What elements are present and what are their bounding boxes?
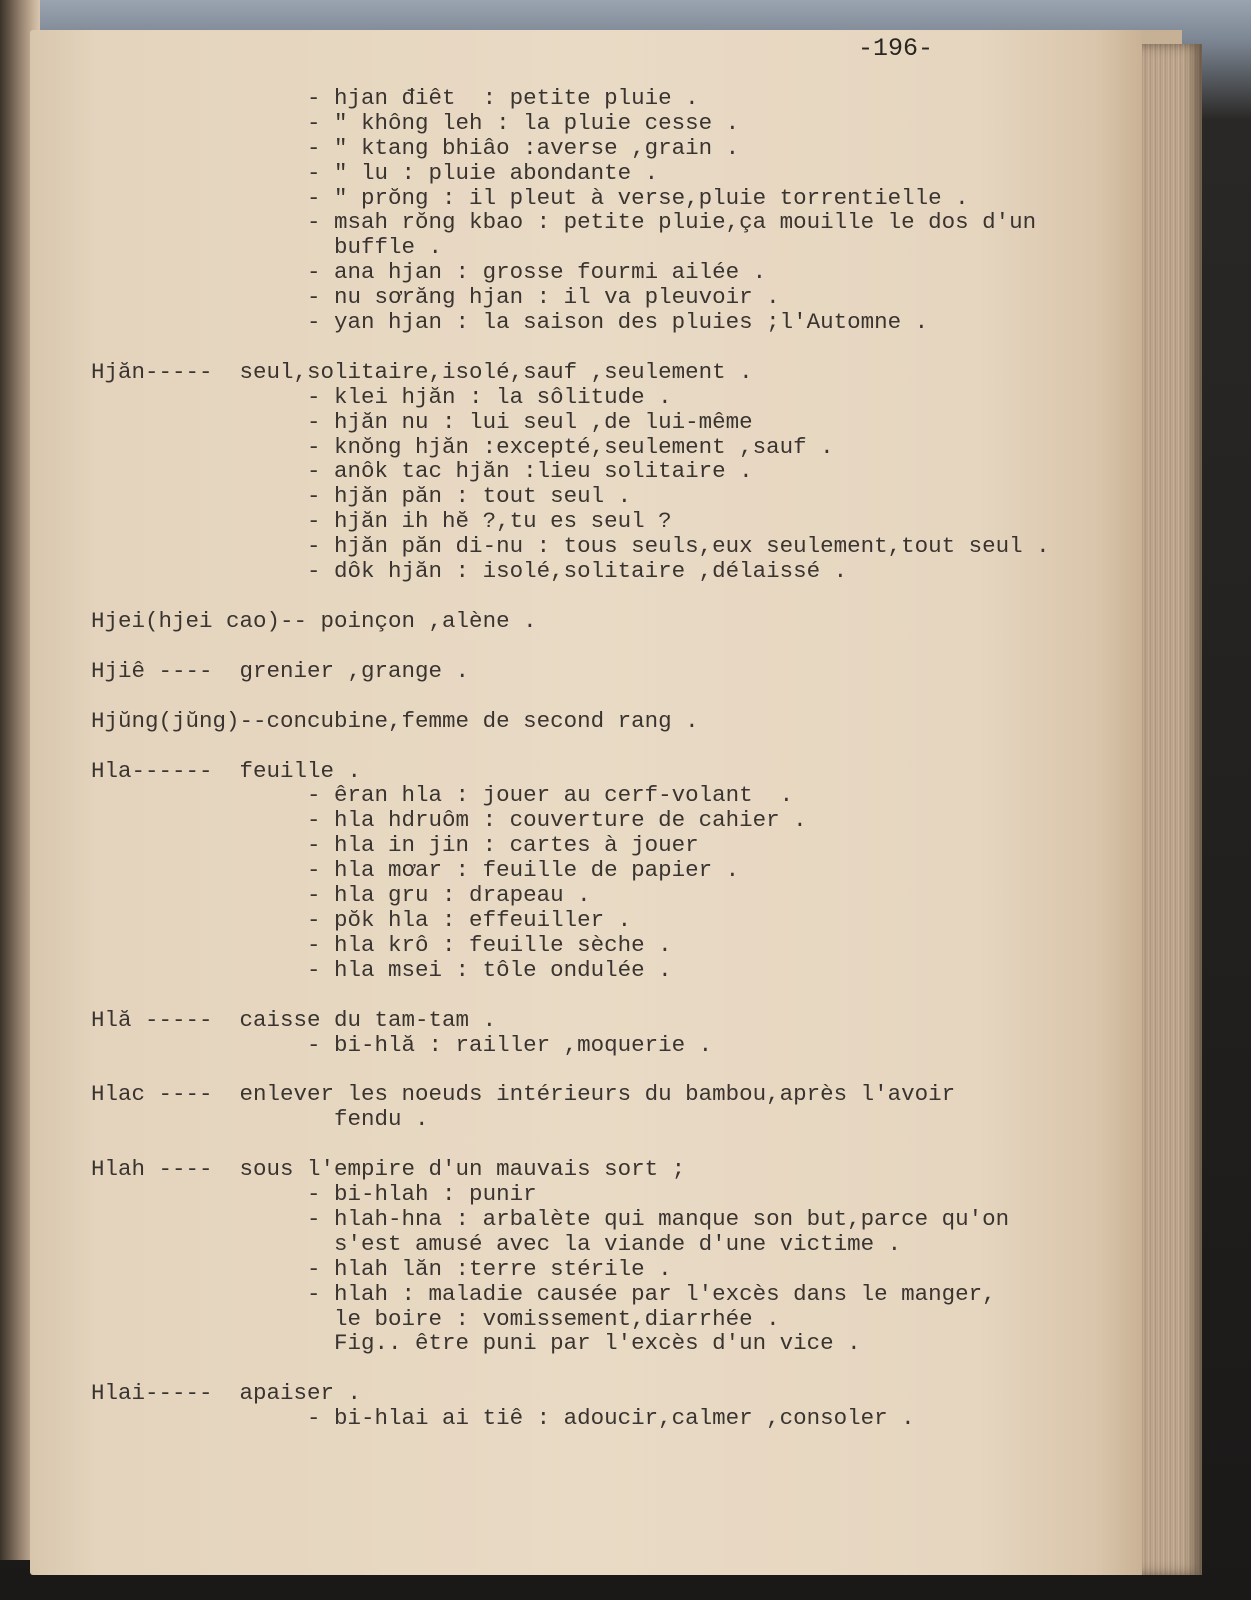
entry-line: - " lu : pluie abondante .: [91, 159, 659, 186]
entry-line: - hjăn ih hĕ ?,tu es seul ?: [91, 508, 672, 535]
entry-line: - dôk hjăn : isolé,solitaire ,délaissé .: [91, 558, 848, 585]
entry-line: - " prŏng : il pleut à verse,pluie torrentielle .: [91, 184, 969, 211]
entry-headword-line: Hlah ---- sous l'empire d'un mauvais sort ;: [91, 1156, 686, 1183]
entry-hla: [91, 759, 1031, 983]
entry-hjan-continued: [91, 85, 1037, 336]
entry-headword-line: Hjŭng(jŭng)--concubine,femme de second rang .: [91, 707, 699, 734]
entry-gap: [91, 684, 1031, 709]
entry-line: - hla in jin : cartes à jouer: [91, 832, 699, 859]
dictionary-text: [91, 85, 1050, 1432]
entry-line: - hlah lăn :terre stérile .: [91, 1255, 672, 1282]
entry-line: - hla krô : feuille sèche .: [91, 931, 672, 958]
entry-line: - knŏng hjăn :excepté,seulement ,sauf .: [91, 433, 834, 460]
entry-line: - bi-hlai ai tiê : adoucir,calmer ,consoler .: [91, 1405, 915, 1432]
entry-line: - ana hjan : grosse fourmi ailée .: [91, 259, 767, 286]
entry-line: - anôk tac hjăn :lieu solitaire .: [91, 458, 753, 485]
entry-headword-line: Hjei(hjei cao)-- poinçon ,alène .: [91, 607, 537, 634]
entry-hlac: [91, 1082, 1031, 1132]
entry-gap: [91, 1057, 1031, 1082]
entry-line: - hlah-hna : arbalète qui manque son but,parce qu'on: [91, 1205, 1010, 1232]
page-stack-edge: [1142, 44, 1202, 1575]
entry-line: - hjan điêt : petite pluie .: [91, 85, 699, 111]
entry-line: le boire : vomissement,diarrhée .: [91, 1305, 780, 1332]
entry-line: - hla msei : tôle ondulée .: [91, 956, 672, 983]
entry-gap: [91, 335, 1031, 360]
entry-line: - " ktang bhiâo :averse ,grain .: [91, 134, 740, 161]
entry-line: - hjăn păn di-nu : tous seuls,eux seulement,tout seul .: [91, 533, 1050, 560]
entry-line: - nu sơrăng hjan : il va pleuvoir .: [91, 284, 780, 311]
entry-line: - hla gru : drapeau .: [91, 882, 591, 909]
entry-headword-line: Hjiê ---- grenier ,grange .: [91, 657, 470, 684]
entry-hjei: [91, 609, 1031, 634]
entry-line: - " không leh : la pluie cesse .: [91, 109, 740, 136]
entry-hlah: [91, 1157, 1031, 1356]
entry-hjan-breve: [91, 358, 1050, 585]
entry-gap: [91, 584, 1031, 609]
entry-line: - msah rŏng kbao : petite pluie,ça mouille le dos d'un: [91, 209, 1037, 236]
entry-line: buffle .: [91, 234, 443, 261]
entry-headword-line: Hlac ---- enlever les noeuds intérieurs du bambou,après l'avoir: [91, 1081, 956, 1108]
entry-line: fendu .: [91, 1106, 429, 1133]
entry-gap: [91, 983, 1031, 1008]
entry-hlai: [91, 1381, 1031, 1431]
entry-line: - hjăn nu : lui seul ,de lui-même: [91, 408, 753, 435]
entry-headword-line: Hlă ----- caisse du tam-tam .: [91, 1006, 497, 1033]
entry-gap: [91, 1356, 1031, 1381]
entry-hjung: [91, 709, 1031, 734]
entry-line: - yan hjan : la saison des pluies ;l'Automne .: [91, 309, 929, 336]
entry-gap: [91, 1132, 1031, 1157]
entry-line: - hlah : maladie causée par l'excès dans le manger,: [91, 1280, 996, 1307]
entry-hjie: [91, 659, 1031, 684]
entry-line: - pŏk hla : effeuiller .: [91, 906, 632, 933]
entry-line: - êran hla : jouer au cerf-volant .: [91, 782, 794, 809]
entry-gap: [91, 734, 1031, 759]
entry-line: s'est amusé avec la viande d'une victime .: [91, 1230, 902, 1257]
entry-line: - hla hdruôm : couverture de cahier .: [91, 807, 807, 834]
entry-line: - hla mơar : feuille de papier .: [91, 857, 740, 884]
entry-line: - hjăn păn : tout seul .: [91, 483, 632, 510]
entry-line: - bi-hlă : railler ,moquerie .: [91, 1031, 713, 1058]
page-number: -196-: [858, 34, 934, 63]
entry-hla-breve: [91, 1008, 1031, 1058]
entry-line: - klei hjăn : la sôlitude .: [91, 383, 672, 410]
entry-headword-line: Hlai----- apaiser .: [91, 1380, 362, 1407]
entry-line: - bi-hlah : punir: [91, 1181, 537, 1208]
entry-gap: [91, 634, 1031, 659]
entry-headword-line: Hla------ feuille .: [91, 757, 362, 784]
entry-line: Fig.. être puni par l'excès d'un vice .: [91, 1330, 861, 1357]
entry-headword-line: Hjăn----- seul,solitaire,isolé,sauf ,seulement .: [91, 358, 753, 385]
